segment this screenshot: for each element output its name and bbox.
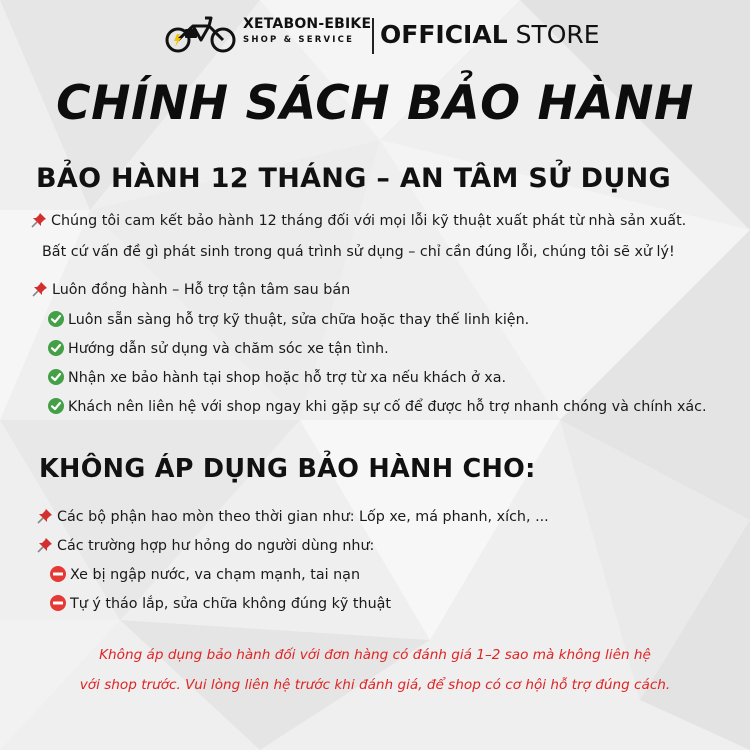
brand-name: XETABON-EBIKE [243,16,372,32]
exclusions-heading: KHÔNG ÁP DỤNG BẢO HÀNH CHO: [39,454,536,484]
support-item [48,397,707,417]
warranty-heading: BẢO HÀNH 12 THÁNG – AN TÂM SỬ DỤNG [36,163,671,194]
commitment-line-1 [31,211,686,231]
support-heading-line [32,280,350,300]
review-policy-note-line-2: với shop trước. Vui lòng liên hệ trước khi đánh giá, để shop có cơ hội hỗ trợ đúng cách. [79,677,671,693]
page-title: CHÍNH SÁCH BẢO HÀNH [56,76,694,131]
pushpin-icon [31,212,47,228]
commitment-line-2: Bất cứ vấn đề gì phát sinh trong quá trình sử dụng – chỉ cần đúng lỗi, chúng tôi sẽ xử lý! [42,244,675,260]
wear-parts-line [37,507,549,527]
support-item-text: Nhận xe bảo hành tại shop hoặc hỗ trợ từ xa nếu khách ở xa. [68,370,507,386]
commitment-text-1: Chúng tôi cam kết bảo hành 12 tháng đối với mọi lỗi kỹ thuật xuất phát từ nhà sản xuất. [51,213,687,229]
support-item [48,339,389,359]
support-item-text: Hướng dẫn sử dụng và chăm sóc xe tận tình. [68,341,389,357]
support-item [48,310,529,330]
pushpin-icon [37,508,53,524]
no-entry-icon [50,595,66,611]
pushpin-icon [32,281,48,297]
exclusion-case [50,565,360,585]
header [0,8,750,56]
support-item-text: Luôn sẵn sàng hỗ trợ kỹ thuật, sửa chữa hoặc thay thế linh kiện. [68,312,530,328]
wear-parts-text: Các bộ phận hao mòn theo thời gian như: Lốp xe, má phanh, xích, ... [57,509,549,525]
check-circle-icon [48,369,64,385]
official-store-label [380,20,600,50]
exclusion-case-text: Xe bị ngập nước, va chạm mạnh, tai nạn [70,567,361,583]
exclusion-case-text: Tự ý tháo lắp, sửa chữa không đúng kỹ thuật [70,596,392,612]
check-circle-icon [48,311,64,327]
support-item [48,368,506,388]
brand-tagline: SHOP & SERVICE [243,35,355,45]
no-entry-icon [50,566,66,582]
header-divider [372,18,374,54]
pushpin-icon [37,537,53,553]
check-circle-icon [48,398,64,414]
store-label-bold: OFFICIAL [380,20,508,49]
brand [243,16,371,46]
store-label-rest: STORE [507,20,600,49]
user-damage-text: Các trường hợp hư hỏng do người dùng như: [57,538,375,554]
support-item-text: Khách nên liên hệ với shop ngay khi gặp sự cố để được hỗ trợ nhanh chóng và chính xác. [68,399,707,415]
exclusion-case [50,594,391,614]
review-policy-note-line-1: Không áp dụng bảo hành đối với đơn hàng có đánh giá 1–2 sao mà không liên hệ [99,647,651,663]
user-damage-line [37,536,374,556]
support-heading: Luôn đồng hành – Hỗ trợ tận tâm sau bán [52,282,351,298]
check-circle-icon [48,340,64,356]
ebike-icon [165,14,237,54]
